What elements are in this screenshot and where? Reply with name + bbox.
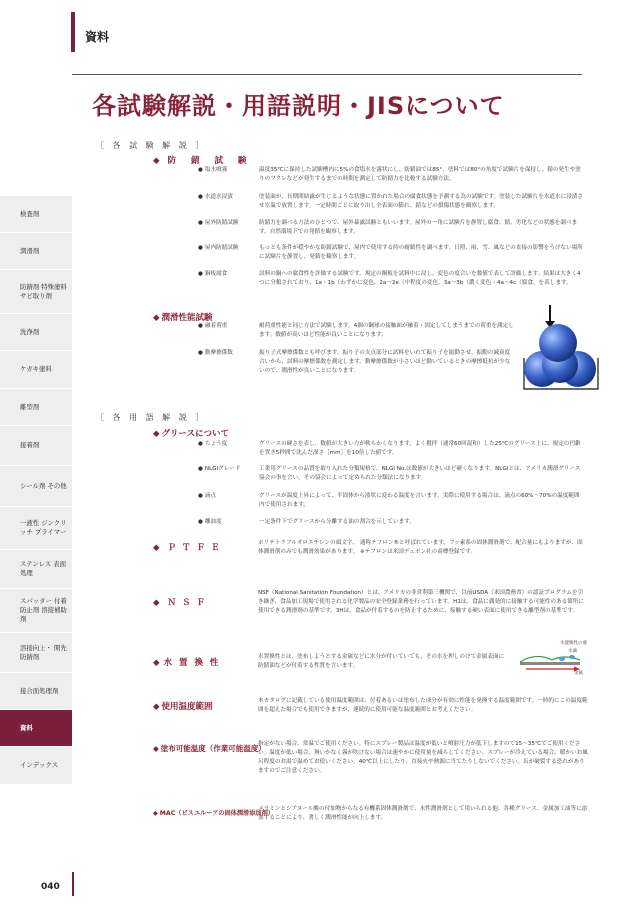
water-displacement-description: 水置換性とは、塗布しようとする金属などに水分が付いていても、その水を押しのけて金属表面に防錆油などが付着する性質を言います。 — [258, 654, 505, 669]
bullet-icon: ● — [198, 167, 203, 173]
list-item: ● 水道水浸漬 塗装面が、長期間結露が生じるような状態に置かれた場合の腐食状態を予測する為の試験です。塗装した試験片を水道水に浸漬させ室温で放置します。一定時間ごとに取り出し全表面の膨れ、錆などの損傷状態を観察します。 — [198, 194, 583, 209]
header-rule — [72, 74, 582, 75]
sidebar-item-adhesive[interactable]: 接着剤 — [0, 425, 72, 465]
section-label-terms: ［ 各 用 語 解 説 ］ — [96, 413, 207, 422]
page-number: 040 — [41, 882, 60, 892]
list-item: ● 塩水噴霧 温度35℃に保持した試験槽内に5%の食塩水を霧状にし、防錆油では85°、塗料では80°の角度で試験片を保持し、錆の発生や塗りのフクレなどが発生するまでの時間を測定して防錆力を比較する試験方法。 — [198, 167, 581, 182]
operating-temp-description: 本カタログに記載している使用温度範囲は、付着あるいは塗布した成分が有効に性能を発揮する温度範囲です。一時的にこの温度範囲を超えた場合でも使用できますが、連続的に使用可能な温度範囲とお考えください。 — [258, 698, 588, 713]
section-label-tests: ［ 各 試 験 解 説 ］ — [96, 141, 207, 150]
bullet-icon: ● — [198, 323, 203, 329]
water-displacement-illustration — [518, 638, 588, 676]
category-coating-temp: ◆ 塗布可能温度（作業可能温度） — [153, 744, 266, 753]
category-grease: ◆ グリースについて — [153, 429, 229, 439]
sidebar-item-welding[interactable]: 溶接向上・ 開先防錆剤 — [0, 632, 72, 672]
bullet-icon: ● — [198, 493, 203, 499]
category-lube-test: ◆ 潤滑性能試験 — [153, 313, 213, 323]
sidebar-item-lubricant[interactable]: 潤滑剤 — [0, 232, 72, 269]
sidebar-item-index[interactable]: インデックス — [0, 746, 72, 784]
category-water-displacement: ◆ 水 置 換 性 — [153, 658, 221, 668]
bullet-icon: ● — [198, 271, 203, 277]
sidebar-item-cleaner[interactable]: 洗浄剤 — [0, 313, 72, 350]
sidebar-item-release-agent[interactable]: 離型剤 — [0, 388, 72, 425]
diamond-icon: ◆ — [153, 702, 160, 712]
category-ptfe: ◆ ＰＴＦＥ — [153, 543, 226, 553]
sidebar-item-stainless[interactable]: ステンレス 表面処理 — [0, 549, 72, 588]
ptfe-description: ポリテトラフルオロエチレンの頭文字、 通称テフロン®と呼ばれています。フッ素系の固体潤滑剤で、配合量にもよりますが、固体潤滑剤のみでも潤滑効果があります。 ※テフロンは米国デュポン社の商標登録です。 — [258, 540, 583, 555]
category-nsf: ◆ ＮＳＦ — [153, 598, 212, 608]
list-item: ● 離油度 一定条件下でグリースから分離する油の割合を示しています。 — [198, 519, 415, 525]
fig-label-liquid: 水置換性の液 — [560, 641, 587, 646]
sidebar-item-marking-paint[interactable]: ケガキ塗料 — [0, 350, 72, 388]
list-item: ● NLGIグレード 工業用グリースの品質を取り入れた分類規格で、NLGI No.は数値が大きいほど硬くなります。NLGIとは、アメリカ潤滑グリース協会の事を言い、その協会によって定められた分類法になります。 — [198, 466, 581, 481]
bullet-icon: ● — [198, 220, 203, 226]
list-item: ● 屋内防錆試験 もっとも条件が穏やかな防錆試験で、屋内で使用する時の耐錆性を調べます。日照、雨、雪、風などの直接の影響をうけない場所に試験片を静置し、発錆を観察します。 — [198, 245, 583, 260]
page-title: 各試験解説・用語説明・JISについて — [92, 92, 505, 120]
sidebar-item-sealant[interactable]: シール剤 その他 — [0, 465, 72, 506]
fig-label-droplet: 水滴 — [568, 649, 577, 654]
list-item: ● 銅板腐食 試料の銅への腐食性を評価する試験です。規定の銅板を試料中に浸し、変色の度合いを数値で表して評価します。結果は大きく4つに分類されており、1a・1b（わずかに変色、2a〜2e（中程度の変色、3a〜3b（濃く変色・4a〜4c（腐食、を表します。 — [198, 271, 581, 286]
category-operating-temp: ◆ 使用温度範囲 — [153, 702, 213, 712]
header-title: 資料 — [85, 30, 110, 44]
four-ball-test-illustration — [520, 303, 602, 391]
list-item: ● ちょう度 グリースの硬さを表し、数値が大きい方が軟らかくなります。よく撹拌（通常60回混和）した25℃のグリース上に、規定の円錐を置き5秒間で沈んだ深さ［mm］を10倍した値です。 — [198, 441, 581, 456]
sidebar-item-spatter[interactable]: スパッター 付着防止剤 溶接補助剤 — [0, 588, 72, 632]
coating-temp-description: 指定がない場合、常温でご使用ください。特にスプレー製品は温度が低いと噴射圧力が低下しますので15〜35℃でご使用ください。温度が低い場合、無いかなく霧が吹けない場合は速やかに使用量を減らしてください。スプレーが冷えている場合、暖かいお風呂程度のお湯で温めてお使いください。40℃以上にしたり、直接火や熱源に当てたりしないでください。缶が破裂する恐れがありますのでご注意ください。 — [258, 741, 588, 774]
bullet-icon: ● — [198, 441, 203, 447]
diamond-icon: ◆ — [153, 598, 166, 608]
footer-accent-bar — [72, 872, 74, 896]
bullet-icon: ● — [198, 245, 203, 251]
list-item: ● 屋外防錆試験 防錆力を調べる方法のひとつで、屋外暴露試験ともいいます。屋外の一角に試験片を静置し腐食、錆、劣化などの状態を調べます。自然環境下での発錆を観察します。 — [198, 220, 578, 235]
category-mac: ◆ MAC（ビスユルーアの固体潤滑添加剤） — [153, 810, 274, 817]
header-accent-bar — [71, 12, 75, 52]
bullet-icon: ● — [198, 519, 203, 525]
sidebar-item-reference[interactable]: 資料 — [0, 709, 72, 746]
diamond-icon: ◆ — [153, 658, 162, 668]
diamond-icon: ◆ — [153, 156, 166, 166]
bullet-icon: ● — [198, 350, 203, 356]
diamond-icon: ◆ — [153, 429, 160, 439]
sidebar-item-joint-surface[interactable]: 接合面処理剤 — [0, 672, 72, 709]
diamond-icon: ◆ — [153, 744, 159, 753]
category-rust-test: ◆ 防 錆 試 験 — [153, 156, 253, 166]
diamond-icon: ◆ — [153, 313, 160, 323]
bullet-icon: ● — [198, 466, 203, 472]
fig-label-metal: 金属 — [574, 671, 583, 676]
sidebar-item-zinc-primer[interactable]: 一液性 ジンクリッチ プライマー — [0, 506, 72, 549]
diamond-icon: ◆ — [153, 543, 166, 553]
mac-description: メラミンとシアヌール酸の付加物からなる有機系固体潤滑剤で、水性潤滑剤として用いられる他、各種グリース、金属加工油等に添加することにより、著しく潤滑性能が向上します。 — [258, 806, 588, 821]
nsf-description: NSF（National Sanitation Foundation）とは、アメリカの非営利第三機関で、以前USDA（米国農務省）の認証プログラムを引き継ぎ、食品加工現場で使用される化学製品の安全登録業務を行っています。H1は、食品に偶発的に接触する可能性のある箇所に使用できる潤滑剤の基準です。3Hは、食品が付着するのを防止するために、接触する硬い表面に使用できる離型剤の基準です。 — [258, 590, 584, 614]
bullet-icon: ● — [198, 194, 203, 200]
sidebar-item-test-agent[interactable]: 検査剤 — [0, 195, 72, 232]
list-item: ● 動摩擦係数 振り子式摩擦係数とも呼びます。振り子の支点部分に試料をいれて振り子を振動させ、振動の減衰度合いから、試料の摩擦係数を測定します。動摩擦係数が小さいほど動いているときの摩擦抵抗が少ないので、潤滑性が良いことになります。 — [198, 350, 511, 374]
list-item: ● 融着荷重 耐荷重性能と同じ方法で試験します。4個の鋼球の接触面が融着・固定してしまうまでの荷重を測定します。数値が高いほど性能が良いことになります。 — [198, 323, 514, 338]
sidebar-item-rust-preventive[interactable]: 防錆剤 特殊塗料 サビ取り剤 — [0, 269, 72, 313]
diamond-icon: ◆ — [153, 810, 158, 817]
list-item: ● 滴点 グリースが温度上昇によって、半固体から液状に変わる温度を言います。実際に使用する場合は、滴点の60%〜70%の温度範囲内で使用されます。 — [198, 493, 580, 508]
